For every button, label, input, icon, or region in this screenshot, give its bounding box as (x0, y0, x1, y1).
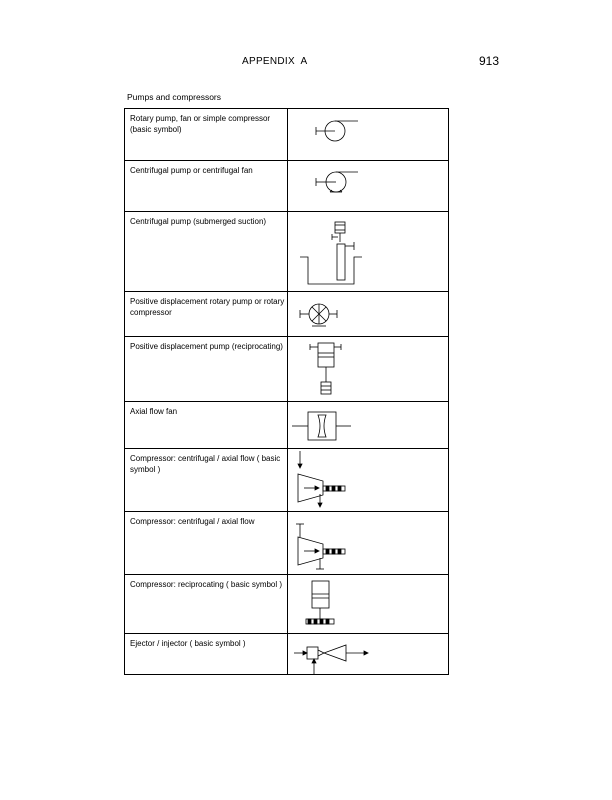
row-label: Positive displacement pump (reciprocating) (130, 342, 283, 351)
compressor-basic-symbol-icon (288, 449, 448, 511)
pd-rotary-pump-symbol-icon (288, 292, 448, 336)
row-label: Ejector / injector ( basic symbol ) (130, 639, 246, 648)
row-label: Centrifugal pump (submerged suction) (130, 217, 267, 226)
row-label: Positive displacement rotary pump or rotary compressor (130, 297, 285, 317)
table-row (125, 448, 448, 511)
reciprocating-compressor-symbol-icon (288, 575, 448, 633)
table-row (125, 291, 448, 336)
row-label: Compressor: centrifugal / axial flow ( basic symbol ) (130, 454, 281, 474)
table-row (125, 109, 448, 160)
row-label: Axial flow fan (130, 407, 178, 416)
table-row (125, 336, 448, 401)
submerged-pump-symbol-icon (288, 212, 448, 291)
ejector-symbol-icon (288, 634, 448, 675)
section-title: Pumps and compressors (127, 92, 222, 102)
row-label: Compressor: centrifugal / axial flow (130, 517, 255, 526)
page-number: 913 (479, 54, 500, 68)
centrifugal-pump-symbol-icon (288, 161, 448, 211)
axial-fan-symbol-icon (288, 402, 448, 448)
table-row (125, 511, 448, 574)
table-row (125, 574, 448, 633)
table-row (125, 160, 448, 211)
rotary-pump-symbol-icon (288, 109, 448, 160)
table-row (125, 211, 448, 291)
compressor-symbol-icon (288, 512, 448, 574)
row-label: Rotary pump, fan or simple compressor (basic symbol) (130, 114, 271, 134)
reciprocating-pump-symbol-icon (288, 337, 448, 401)
row-label: Centrifugal pump or centrifugal fan (130, 166, 253, 175)
table-row (125, 633, 448, 675)
table-row (125, 401, 448, 448)
row-label: Compressor: reciprocating ( basic symbol ) (130, 580, 283, 589)
page-header-title: APPENDIX A (242, 56, 308, 67)
symbol-table (124, 108, 449, 675)
